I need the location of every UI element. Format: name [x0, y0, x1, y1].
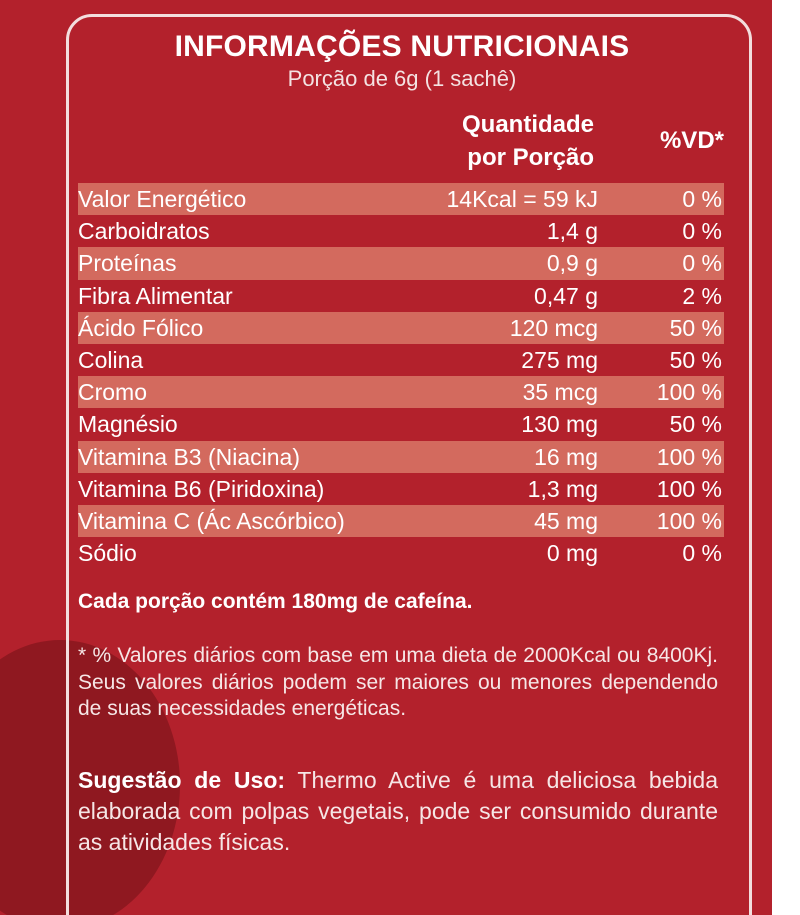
usage-suggestion	[78, 765, 718, 858]
caffeine-note: Cada porção contém 180mg de cafeína.	[78, 590, 473, 613]
daily-value-footnote: * % Valores diários com base em uma dieta de 2000Kcal ou 8400Kj. Seus valores diários podem ser maiores ou menores dependendo de suas necessidades energéticas.	[78, 644, 718, 720]
table-row	[78, 247, 724, 279]
nutrient-daily-value: 50 %	[669, 411, 722, 438]
nutrient-daily-value: 0 %	[682, 218, 722, 245]
nutrient-name: Valor Energético	[78, 186, 247, 212]
nutrient-daily-value: 50 %	[669, 346, 722, 373]
quantity-column-header: Quantidade por Porção	[461, 111, 594, 171]
nutrient-daily-value: 100 %	[656, 443, 722, 470]
nutrient-daily-value: 0 %	[682, 250, 722, 277]
table-row	[78, 183, 724, 215]
nutrient-quantity: 275 mg	[521, 346, 598, 373]
usage-label: Sugestão de Uso:	[78, 767, 286, 793]
nutrient-quantity: 16 mg	[534, 443, 598, 470]
nutrient-name: Proteínas	[78, 250, 177, 277]
table-row	[78, 408, 724, 440]
nutrient-daily-value: 0 %	[682, 186, 722, 212]
table-row	[78, 280, 724, 312]
nutrient-name: Fibra Alimentar	[78, 282, 233, 309]
nutrient-daily-value: 2 %	[682, 282, 722, 309]
serving-size: Porção de 6g (1 sachê)	[287, 66, 517, 91]
page-title: INFORMAÇÕES NUTRICIONAIS	[174, 30, 630, 63]
nutrition-table	[78, 183, 724, 569]
nutrient-daily-value: 100 %	[656, 379, 722, 406]
nutrient-name: Magnésio	[78, 411, 178, 438]
nutrient-quantity: 14Kcal = 59 kJ	[446, 186, 598, 212]
nutrient-quantity: 130 mg	[521, 411, 598, 438]
nutrient-daily-value: 100 %	[656, 475, 722, 502]
nutrient-quantity: 0,9 g	[546, 250, 598, 277]
nutrient-name: Carboidratos	[78, 218, 210, 245]
table-row	[78, 505, 724, 537]
table-row	[78, 312, 724, 344]
table-row	[78, 537, 724, 569]
nutrient-quantity: 35 mcg	[522, 379, 598, 406]
nutrient-quantity: 1,3 mg	[527, 475, 598, 502]
nutrient-name: Ácido Fólico	[78, 314, 204, 341]
nutrient-quantity: 0,47 g	[534, 282, 598, 309]
nutrient-name: Cromo	[78, 379, 148, 406]
nutrient-daily-value: 0 %	[682, 540, 722, 567]
nutrient-daily-value: 50 %	[669, 314, 722, 341]
nutrient-daily-value: 100 %	[656, 507, 722, 534]
table-row	[78, 376, 724, 408]
nutrient-name: Vitamina C (Ác Ascórbico)	[78, 507, 345, 534]
nutrient-quantity: 120 mcg	[509, 314, 598, 341]
table-row	[78, 215, 724, 247]
daily-value-column-header: %VD*	[659, 127, 724, 154]
table-row	[78, 441, 724, 473]
table-row	[78, 473, 724, 505]
table-row	[78, 344, 724, 376]
nutrient-name: Sódio	[78, 540, 137, 567]
usage-text: Thermo Active é uma deliciosa bebida elaborada com polpas vegetais, pode ser consumido durante as atividades físicas.	[78, 767, 718, 855]
nutrient-quantity: 1,4 g	[546, 218, 598, 245]
nutrient-name: Vitamina B3 (Niacina)	[78, 443, 301, 470]
nutrient-name: Colina	[78, 346, 144, 373]
nutrient-name: Vitamina B6 (Piridoxina)	[78, 475, 325, 502]
nutrient-quantity: 0 mg	[546, 540, 598, 567]
nutrient-quantity: 45 mg	[534, 507, 598, 534]
